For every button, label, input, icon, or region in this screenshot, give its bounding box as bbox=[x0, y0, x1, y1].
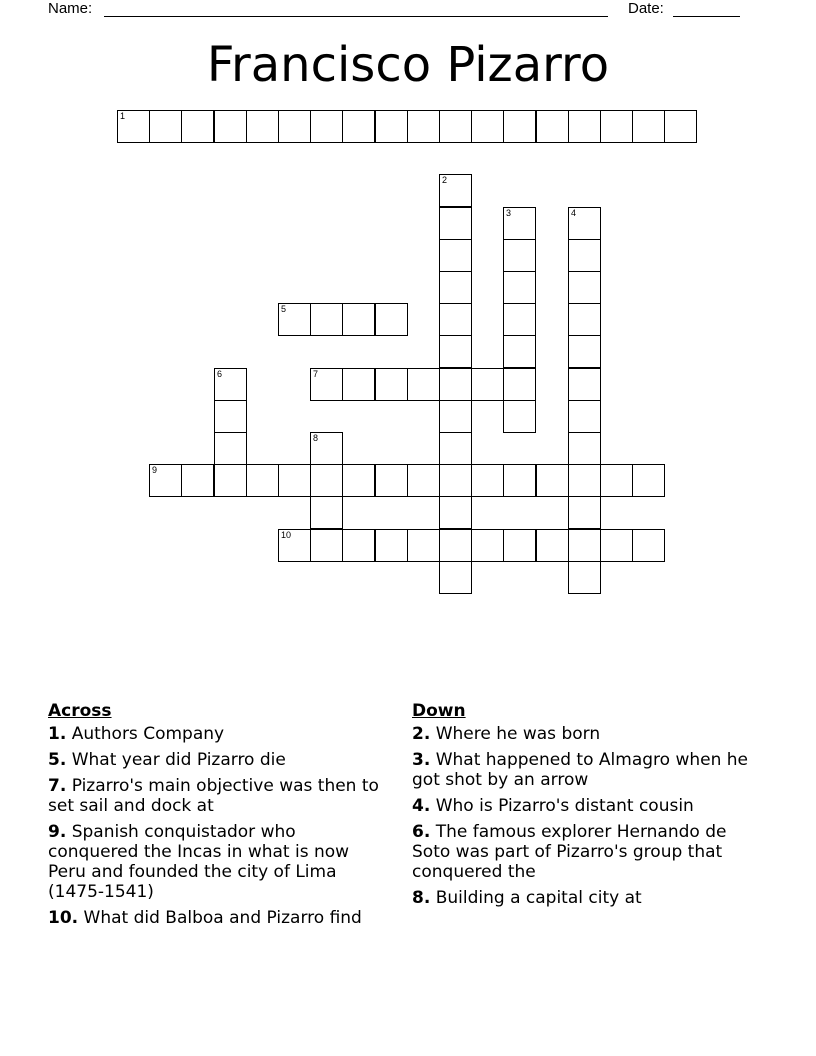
grid-cell[interactable] bbox=[536, 464, 569, 497]
grid-cell[interactable] bbox=[310, 368, 343, 401]
grid-cell[interactable] bbox=[181, 110, 214, 143]
down-clues bbox=[412, 701, 757, 914]
grid-cell[interactable] bbox=[568, 239, 601, 272]
grid-cell[interactable] bbox=[375, 368, 408, 401]
grid-cell[interactable] bbox=[246, 464, 279, 497]
clue-number-label: 3. bbox=[412, 750, 431, 770]
grid-cell[interactable] bbox=[632, 464, 665, 497]
puzzle-title: Francisco Pizarro bbox=[206, 37, 610, 93]
grid-cell[interactable] bbox=[503, 207, 536, 240]
grid-cell[interactable] bbox=[310, 464, 343, 497]
down-clue bbox=[412, 750, 757, 790]
clue-number: 2 bbox=[442, 175, 448, 185]
clue-number-label: 5. bbox=[48, 750, 67, 770]
clue-number: 8 bbox=[313, 433, 319, 443]
grid-cell[interactable] bbox=[439, 529, 472, 562]
clue-number-label: 6. bbox=[412, 822, 431, 842]
grid-cell[interactable] bbox=[503, 529, 536, 562]
clue-number: 10 bbox=[281, 530, 292, 540]
grid-cell[interactable] bbox=[439, 110, 472, 143]
grid-cell[interactable] bbox=[568, 271, 601, 304]
grid-cell[interactable] bbox=[214, 400, 247, 433]
grid-cell[interactable] bbox=[471, 368, 504, 401]
grid-cell[interactable] bbox=[439, 496, 472, 529]
grid-cell[interactable] bbox=[568, 496, 601, 529]
grid-cell[interactable] bbox=[342, 368, 375, 401]
grid-cell[interactable] bbox=[407, 110, 440, 143]
grid-cell[interactable] bbox=[439, 561, 472, 594]
grid-cell[interactable] bbox=[536, 529, 569, 562]
grid-cell[interactable] bbox=[310, 432, 343, 465]
clue-number-label: 9. bbox=[48, 822, 67, 842]
clue-number-label: 7. bbox=[48, 776, 67, 796]
clue-text: Who is Pizarro's distant cousin bbox=[435, 796, 694, 816]
grid-cell[interactable] bbox=[503, 303, 536, 336]
grid-cell[interactable] bbox=[600, 464, 633, 497]
grid-cell[interactable] bbox=[439, 368, 472, 401]
clue-text: What year did Pizarro die bbox=[71, 750, 286, 770]
grid-cell[interactable] bbox=[439, 335, 472, 368]
grid-cell[interactable] bbox=[439, 174, 472, 207]
grid-cell[interactable] bbox=[471, 110, 504, 143]
grid-cell[interactable] bbox=[503, 110, 536, 143]
grid-cell[interactable] bbox=[600, 110, 633, 143]
grid-cell[interactable] bbox=[471, 464, 504, 497]
grid-cell[interactable] bbox=[568, 207, 601, 240]
clue-text: Authors Company bbox=[71, 724, 225, 744]
grid-cell[interactable] bbox=[342, 110, 375, 143]
grid-cell[interactable] bbox=[375, 529, 408, 562]
grid-cell[interactable] bbox=[632, 110, 665, 143]
down-clue-list bbox=[412, 724, 757, 908]
grid-cell[interactable] bbox=[214, 464, 247, 497]
grid-cell[interactable] bbox=[568, 303, 601, 336]
grid-cell[interactable] bbox=[278, 303, 311, 336]
grid-cell[interactable] bbox=[439, 400, 472, 433]
grid-cell[interactable] bbox=[568, 529, 601, 562]
clue-number-label: 1. bbox=[48, 724, 67, 744]
grid-cell[interactable] bbox=[278, 529, 311, 562]
grid-cell[interactable] bbox=[536, 110, 569, 143]
grid-cell[interactable] bbox=[632, 529, 665, 562]
date-label: Date: bbox=[628, 0, 664, 17]
across-clue bbox=[48, 776, 383, 816]
grid-cell[interactable] bbox=[503, 400, 536, 433]
clue-number: 9 bbox=[152, 465, 158, 475]
grid-cell[interactable] bbox=[342, 464, 375, 497]
grid-cell[interactable] bbox=[568, 464, 601, 497]
across-clue bbox=[48, 724, 383, 744]
grid-cell[interactable] bbox=[310, 496, 343, 529]
clue-number: 4 bbox=[571, 208, 577, 218]
grid-cell[interactable] bbox=[439, 303, 472, 336]
grid-cell[interactable] bbox=[278, 464, 311, 497]
grid-cell[interactable] bbox=[342, 529, 375, 562]
grid-cell[interactable] bbox=[503, 464, 536, 497]
grid-cell[interactable] bbox=[149, 110, 182, 143]
grid-cell[interactable] bbox=[214, 110, 247, 143]
name-label: Name: bbox=[48, 0, 93, 17]
grid-cell[interactable] bbox=[407, 529, 440, 562]
clue-number-label: 10. bbox=[48, 908, 79, 928]
clue-number-label: 2. bbox=[412, 724, 431, 744]
clue-text: Where he was born bbox=[435, 724, 601, 744]
clue-text: Spanish conquistador who conquered the Incas in what is now Peru and founded the city of Lima (1475-1541) bbox=[48, 822, 350, 902]
grid-cell[interactable] bbox=[439, 239, 472, 272]
grid-cell[interactable] bbox=[310, 303, 343, 336]
grid-cell[interactable] bbox=[600, 529, 633, 562]
grid-cell[interactable] bbox=[439, 432, 472, 465]
grid-cell[interactable] bbox=[407, 368, 440, 401]
clue-number: 3 bbox=[506, 208, 512, 218]
grid-cell[interactable] bbox=[568, 335, 601, 368]
down-clue bbox=[412, 822, 757, 882]
grid-cell[interactable] bbox=[664, 110, 697, 143]
across-clue bbox=[48, 822, 383, 902]
across-clue-list bbox=[48, 724, 383, 928]
down-clue bbox=[412, 796, 757, 816]
grid-cell[interactable] bbox=[439, 207, 472, 240]
clue-text: Building a capital city at bbox=[435, 888, 642, 908]
grid-cell[interactable] bbox=[310, 529, 343, 562]
clue-text: What did Balboa and Pizarro find bbox=[83, 908, 362, 928]
clue-text: The famous explorer Hernando de Soto was part of Pizarro's group that conquered the bbox=[412, 822, 727, 882]
down-clue bbox=[412, 724, 757, 744]
clue-number: 5 bbox=[281, 304, 287, 314]
across-clue bbox=[48, 750, 383, 770]
grid-cell[interactable] bbox=[503, 239, 536, 272]
grid-cell[interactable] bbox=[214, 432, 247, 465]
grid-cell[interactable] bbox=[342, 303, 375, 336]
grid-cell[interactable] bbox=[471, 529, 504, 562]
grid-cell[interactable] bbox=[149, 464, 182, 497]
clue-number: 7 bbox=[313, 369, 319, 379]
clue-text: Pizarro's main objective was then to set sail and dock at bbox=[48, 776, 379, 816]
grid-cell[interactable] bbox=[278, 110, 311, 143]
grid-cell[interactable] bbox=[214, 368, 247, 401]
grid-cell[interactable] bbox=[246, 110, 279, 143]
grid-cell[interactable] bbox=[503, 368, 536, 401]
grid-cell[interactable] bbox=[117, 110, 150, 143]
grid-cell[interactable] bbox=[310, 110, 343, 143]
grid-cell[interactable] bbox=[375, 303, 408, 336]
clue-number-label: 8. bbox=[412, 888, 431, 908]
clue-number: 1 bbox=[120, 111, 126, 121]
grid-cell[interactable] bbox=[568, 561, 601, 594]
grid-cell[interactable] bbox=[568, 432, 601, 465]
clue-number: 6 bbox=[217, 369, 223, 379]
grid-cell[interactable] bbox=[503, 335, 536, 368]
grid-cell[interactable] bbox=[407, 464, 440, 497]
grid-cell[interactable] bbox=[568, 110, 601, 143]
across-heading: Across bbox=[48, 701, 112, 721]
grid-cell[interactable] bbox=[375, 110, 408, 143]
grid-cell[interactable] bbox=[439, 271, 472, 304]
grid-cell[interactable] bbox=[439, 464, 472, 497]
across-clues bbox=[48, 701, 383, 934]
grid-cell[interactable] bbox=[568, 368, 601, 401]
clue-text: What happened to Almagro when he got shot by an arrow bbox=[412, 750, 748, 790]
grid-cell[interactable] bbox=[181, 464, 214, 497]
down-heading: Down bbox=[412, 701, 466, 721]
down-clue bbox=[412, 888, 757, 908]
grid-cell[interactable] bbox=[568, 400, 601, 433]
clue-number-label: 4. bbox=[412, 796, 431, 816]
across-clue bbox=[48, 908, 383, 928]
grid-cell[interactable] bbox=[503, 271, 536, 304]
grid-cell[interactable] bbox=[375, 464, 408, 497]
